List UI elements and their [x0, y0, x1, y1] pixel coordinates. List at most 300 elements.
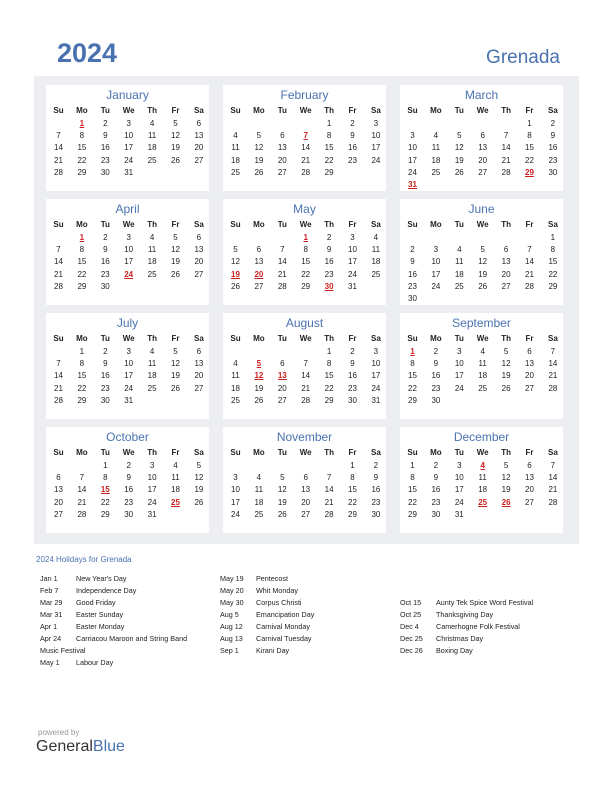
day-cell: 25	[147, 383, 157, 393]
day-cell: 4	[457, 245, 462, 255]
month-name: September	[452, 316, 511, 330]
holiday-day: 1	[79, 119, 85, 128]
day-cell: 19	[171, 143, 180, 153]
day-cell: 18	[231, 155, 240, 165]
holiday-day: 4	[480, 461, 485, 470]
brand-logo[interactable]	[36, 738, 125, 756]
month-january	[46, 85, 209, 191]
weekday-label: Th	[501, 220, 511, 229]
day-cell: 25	[454, 281, 464, 291]
day-cell: 5	[173, 233, 178, 242]
day-cell: 10	[454, 473, 464, 483]
holiday-name: Independence Day	[76, 586, 137, 595]
day-cell: 15	[324, 371, 334, 381]
month-july	[46, 313, 209, 419]
holiday-row	[400, 634, 483, 643]
day-cell: 13	[301, 485, 311, 495]
day-cell: 18	[478, 371, 488, 381]
day-cell: 11	[431, 143, 441, 153]
day-cell: 27	[525, 383, 534, 393]
day-cell: 4	[233, 359, 238, 369]
day-cell: 10	[371, 359, 381, 369]
day-cell: 30	[100, 395, 110, 405]
holiday-row	[40, 586, 136, 595]
day-cell: 24	[431, 281, 441, 291]
day-cell: 20	[525, 485, 534, 495]
day-cell: 7	[280, 245, 285, 255]
day-cell: 19	[254, 383, 264, 393]
weekday-label: Fr	[348, 220, 357, 229]
holiday-row	[40, 574, 127, 583]
day-cell: 8	[527, 131, 532, 141]
day-cell: 31	[454, 509, 464, 519]
holiday-date: Aug 5	[220, 610, 239, 619]
day-cell: 28	[301, 395, 311, 405]
day-cell: 3	[126, 119, 131, 128]
holiday-row	[40, 658, 113, 667]
holiday-day: 1	[303, 233, 308, 242]
day-cell: 23	[408, 281, 417, 291]
holiday-day: 5	[256, 359, 262, 369]
holiday-name: Corpus Christi	[256, 598, 302, 607]
holiday-row	[220, 574, 288, 583]
holiday-name: Camerhogne Folk Festival	[436, 622, 520, 631]
day-cell: 9	[103, 359, 108, 369]
day-cell: 20	[277, 383, 287, 393]
day-cell: 20	[277, 155, 287, 165]
month-name: October	[106, 430, 149, 444]
day-cell: 20	[501, 269, 511, 279]
day-cell: 16	[324, 257, 334, 267]
day-cell: 10	[431, 257, 441, 267]
day-cell: 1	[79, 347, 85, 356]
weekday-label: Tu	[277, 334, 287, 343]
weekday-label: Fr	[171, 448, 180, 457]
day-cell: 16	[548, 143, 558, 153]
day-cell: 7	[79, 473, 85, 483]
day-cell: 23	[100, 155, 110, 165]
day-cell: 2	[103, 119, 108, 128]
day-cell: 22	[77, 269, 87, 279]
day-cell: 1	[326, 119, 332, 128]
holiday-name: Whit Monday	[256, 586, 298, 595]
holiday-day: 25	[478, 497, 488, 507]
day-cell: 26	[171, 383, 180, 393]
day-cell: 15	[77, 257, 87, 267]
day-cell: 21	[54, 269, 63, 279]
day-cell: 18	[431, 155, 441, 165]
day-cell: 3	[126, 347, 131, 356]
holiday-date: Apr 24	[40, 634, 62, 643]
month-october	[46, 427, 209, 533]
day-cell: 20	[525, 371, 534, 381]
month-september	[400, 313, 563, 419]
day-cell: 12	[501, 473, 511, 483]
holiday-name: Good Friday	[76, 598, 116, 607]
day-cell: 8	[326, 359, 332, 369]
day-cell: 19	[254, 155, 264, 165]
day-cell: 4	[149, 233, 155, 242]
day-cell: 21	[501, 155, 511, 165]
day-cell: 4	[256, 473, 262, 483]
weekday-label: Th	[324, 220, 334, 229]
holiday-date: Oct 15	[400, 598, 422, 607]
day-cell: 11	[231, 371, 240, 381]
holiday-date: Oct 25	[400, 610, 422, 619]
day-cell: 30	[548, 167, 558, 177]
holiday-name: New Year's Day	[76, 574, 127, 583]
day-cell: 30	[431, 509, 441, 519]
weekday-label: Th	[147, 448, 157, 457]
day-cell: 13	[194, 359, 204, 369]
day-cell: 28	[525, 281, 534, 291]
day-cell: 21	[77, 497, 87, 507]
day-cell: 23	[100, 269, 110, 279]
day-cell: 22	[77, 383, 87, 393]
day-cell: 14	[54, 257, 63, 267]
weekday-label: Sa	[193, 106, 204, 115]
day-cell: 14	[324, 485, 334, 495]
day-cell: 9	[350, 131, 355, 141]
weekday-label: Fr	[171, 106, 180, 115]
day-cell: 24	[454, 497, 464, 507]
day-cell: 6	[480, 131, 485, 141]
day-cell: 2	[350, 119, 355, 128]
holiday-row	[400, 646, 473, 655]
day-cell: 20	[194, 371, 204, 381]
day-cell: 11	[147, 245, 157, 255]
day-cell: 20	[301, 497, 311, 507]
day-cell: 26	[478, 281, 488, 291]
holiday-date: Dec 4	[400, 622, 419, 631]
day-cell: 4	[149, 119, 155, 128]
day-cell: 3	[457, 347, 462, 356]
day-cell: 15	[348, 485, 357, 495]
day-cell: 28	[277, 281, 287, 291]
day-cell: 20	[478, 155, 488, 165]
weekday-label: Sa	[547, 334, 558, 343]
day-cell: 23	[348, 155, 357, 165]
holiday-day: 7	[303, 131, 308, 141]
weekday-label: Su	[53, 106, 64, 115]
day-cell: 8	[326, 131, 332, 141]
weekday-label: Su	[407, 106, 418, 115]
holiday-date: Mar 29	[40, 598, 63, 607]
month-august	[223, 313, 386, 419]
day-cell: 12	[171, 245, 180, 255]
day-cell: 21	[301, 383, 311, 393]
day-cell: 18	[147, 143, 157, 153]
month-name: November	[276, 430, 333, 444]
month-november	[223, 427, 386, 533]
day-cell: 21	[54, 383, 63, 393]
day-cell: 11	[478, 473, 487, 483]
day-cell: 26	[231, 281, 240, 291]
day-cell: 26	[277, 509, 287, 519]
day-cell: 23	[548, 155, 558, 165]
day-cell: 31	[348, 281, 357, 291]
weekday-label: We	[122, 448, 135, 457]
day-cell: 21	[277, 269, 287, 279]
day-cell: 22	[348, 497, 357, 507]
holiday-row	[400, 622, 520, 631]
day-cell: 17	[348, 257, 357, 267]
day-cell: 27	[254, 281, 264, 291]
day-cell: 11	[254, 485, 264, 495]
day-cell: 14	[301, 371, 311, 381]
day-cell: 13	[194, 245, 204, 255]
weekday-label: Sa	[193, 220, 204, 229]
weekday-label: Su	[407, 448, 418, 457]
weekday-label: Fr	[525, 334, 534, 343]
day-cell: 24	[348, 269, 357, 279]
day-cell: 14	[525, 257, 534, 267]
day-cell: 27	[277, 167, 287, 177]
day-cell: 24	[231, 509, 240, 519]
day-cell: 22	[525, 155, 534, 165]
day-cell: 17	[408, 155, 417, 165]
day-cell: 17	[431, 269, 441, 279]
day-cell: 17	[231, 497, 240, 507]
day-cell: 3	[233, 473, 238, 483]
day-cell: 28	[54, 167, 63, 177]
day-cell: 5	[480, 245, 485, 255]
weekday-label: We	[476, 220, 489, 229]
day-cell: 16	[431, 485, 441, 495]
brand-general: General	[36, 738, 93, 755]
day-cell: 11	[147, 131, 157, 141]
day-cell: 3	[373, 347, 379, 356]
weekday-label: Fr	[171, 220, 180, 229]
day-cell: 15	[408, 371, 417, 381]
day-cell: 29	[77, 395, 87, 405]
day-cell: 2	[410, 245, 415, 255]
day-cell: 20	[54, 497, 63, 507]
day-cell: 6	[256, 245, 262, 255]
month-april	[46, 199, 209, 305]
day-cell: 20	[194, 257, 204, 267]
holiday-row	[220, 598, 302, 607]
day-cell: 10	[348, 245, 357, 255]
weekday-label: Mo	[430, 334, 442, 343]
holiday-date: May 20	[220, 586, 244, 595]
holiday-row	[40, 646, 86, 655]
day-cell: 6	[280, 359, 285, 369]
day-cell: 21	[54, 155, 63, 165]
holiday-name: Music Festival	[40, 646, 86, 655]
day-cell: 24	[408, 167, 417, 177]
holiday-day: 29	[525, 167, 534, 177]
weekday-label: We	[476, 334, 489, 343]
day-cell: 13	[54, 485, 63, 495]
day-cell: 10	[371, 131, 381, 141]
day-cell: 24	[371, 155, 381, 165]
weekday-label: Fr	[348, 448, 357, 457]
day-cell: 14	[548, 359, 558, 369]
day-cell: 23	[348, 383, 357, 393]
day-cell: 8	[410, 473, 415, 483]
holiday-row	[400, 610, 493, 619]
day-cell: 17	[124, 257, 134, 267]
weekday-label: Su	[407, 334, 418, 343]
weekday-label: Sa	[370, 334, 381, 343]
day-cell: 23	[324, 269, 334, 279]
day-cell: 15	[408, 485, 417, 495]
weekday-label: We	[122, 220, 135, 229]
weekday-label: We	[476, 448, 489, 457]
day-cell: 12	[277, 485, 287, 495]
weekday-label: We	[299, 220, 312, 229]
day-cell: 7	[550, 461, 556, 470]
holiday-name: Carnival Tuesday	[256, 634, 312, 643]
holiday-day: 13	[277, 371, 287, 381]
day-cell: 24	[124, 383, 134, 393]
day-cell: 4	[373, 233, 379, 242]
holiday-name: Christmas Day	[436, 634, 484, 643]
day-cell: 10	[454, 359, 464, 369]
weekday-label: Su	[53, 220, 64, 229]
weekday-label: Fr	[525, 220, 534, 229]
day-cell: 30	[124, 509, 134, 519]
day-cell: 24	[371, 383, 381, 393]
day-cell: 23	[124, 497, 134, 507]
day-cell: 18	[371, 257, 381, 267]
weekday-label: Th	[324, 106, 334, 115]
day-cell: 21	[548, 371, 558, 381]
day-cell: 24	[147, 497, 157, 507]
day-cell: 16	[124, 485, 134, 495]
day-cell: 23	[431, 383, 441, 393]
day-cell: 29	[324, 395, 334, 405]
holiday-date: Jan 1	[40, 574, 58, 583]
weekday-label: Th	[324, 448, 334, 457]
day-cell: 28	[54, 395, 63, 405]
day-cell: 10	[231, 485, 240, 495]
day-cell: 24	[454, 383, 464, 393]
day-cell: 7	[56, 131, 61, 141]
holidays-title: 2024 Holidays for Grenada	[36, 555, 132, 564]
day-cell: 2	[103, 233, 108, 242]
day-cell: 12	[254, 143, 264, 153]
day-cell: 3	[373, 119, 379, 128]
day-cell: 19	[277, 497, 287, 507]
day-cell: 27	[478, 167, 488, 177]
weekday-label: Th	[147, 106, 157, 115]
day-cell: 11	[455, 257, 464, 267]
weekday-label: We	[299, 448, 312, 457]
weekday-label: Mo	[430, 448, 442, 457]
day-cell: 29	[301, 281, 311, 291]
day-cell: 17	[371, 143, 381, 153]
day-cell: 5	[256, 131, 262, 141]
day-cell: 7	[527, 245, 532, 255]
day-cell: 9	[103, 245, 108, 255]
day-cell: 31	[124, 395, 134, 405]
weekday-label: Tu	[100, 334, 110, 343]
weekday-label: Sa	[547, 106, 558, 115]
day-cell: 8	[79, 359, 85, 369]
day-cell: 11	[171, 473, 180, 483]
day-cell: 16	[100, 143, 110, 153]
month-name: December	[453, 430, 510, 444]
day-cell: 28	[54, 281, 63, 291]
holiday-day: 30	[324, 281, 334, 291]
weekday-label: Sa	[193, 334, 204, 343]
day-cell: 16	[348, 143, 357, 153]
weekday-label: Mo	[76, 448, 88, 457]
day-cell: 30	[408, 294, 417, 303]
day-cell: 13	[525, 359, 534, 369]
day-cell: 25	[254, 509, 264, 519]
day-cell: 25	[147, 269, 157, 279]
day-cell: 9	[103, 131, 108, 141]
month-name: April	[115, 202, 140, 216]
day-cell: 27	[301, 509, 311, 519]
holiday-date: Sep 1	[220, 646, 239, 655]
day-cell: 7	[550, 347, 556, 356]
day-cell: 7	[56, 359, 61, 369]
day-cell: 7	[326, 473, 332, 483]
day-cell: 29	[100, 509, 110, 519]
day-cell: 14	[301, 143, 311, 153]
day-cell: 16	[100, 371, 110, 381]
day-cell: 17	[124, 371, 134, 381]
day-cell: 9	[433, 359, 439, 369]
day-cell: 25	[431, 167, 441, 177]
day-cell: 19	[478, 269, 488, 279]
day-cell: 15	[324, 143, 334, 153]
day-cell: 22	[548, 269, 558, 279]
day-cell: 22	[408, 497, 417, 507]
holiday-row	[40, 598, 116, 607]
day-cell: 1	[410, 461, 415, 470]
holiday-row	[40, 610, 123, 619]
holiday-name: Thanksgiving Day	[436, 610, 494, 619]
day-cell: 27	[194, 155, 204, 165]
holiday-row	[220, 622, 310, 631]
weekday-label: Sa	[370, 220, 381, 229]
holiday-day: 1	[79, 233, 85, 242]
holiday-name: Boxing Day	[436, 646, 473, 655]
weekday-label: Th	[147, 220, 157, 229]
day-cell: 9	[410, 257, 415, 267]
holiday-date: Mar 31	[40, 610, 63, 619]
day-cell: 2	[103, 347, 108, 356]
day-cell: 5	[173, 347, 178, 356]
day-cell: 11	[231, 143, 240, 153]
day-cell: 4	[173, 461, 178, 470]
holiday-row	[220, 610, 314, 619]
day-cell: 6	[503, 245, 509, 255]
day-cell: 12	[501, 359, 511, 369]
weekday-label: Fr	[348, 106, 357, 115]
day-cell: 25	[147, 155, 157, 165]
day-cell: 3	[433, 245, 439, 255]
day-cell: 19	[171, 257, 180, 267]
day-cell: 26	[254, 167, 264, 177]
month-name: August	[285, 316, 324, 330]
day-cell: 14	[54, 143, 63, 153]
holiday-date: Aug 13	[220, 634, 243, 643]
day-cell: 26	[501, 383, 511, 393]
day-cell: 13	[501, 257, 511, 267]
day-cell: 18	[171, 485, 180, 495]
day-cell: 30	[100, 281, 110, 291]
holiday-date: May 1	[40, 658, 60, 667]
day-cell: 19	[454, 155, 464, 165]
day-cell: 7	[56, 245, 61, 255]
day-cell: 9	[326, 245, 332, 255]
